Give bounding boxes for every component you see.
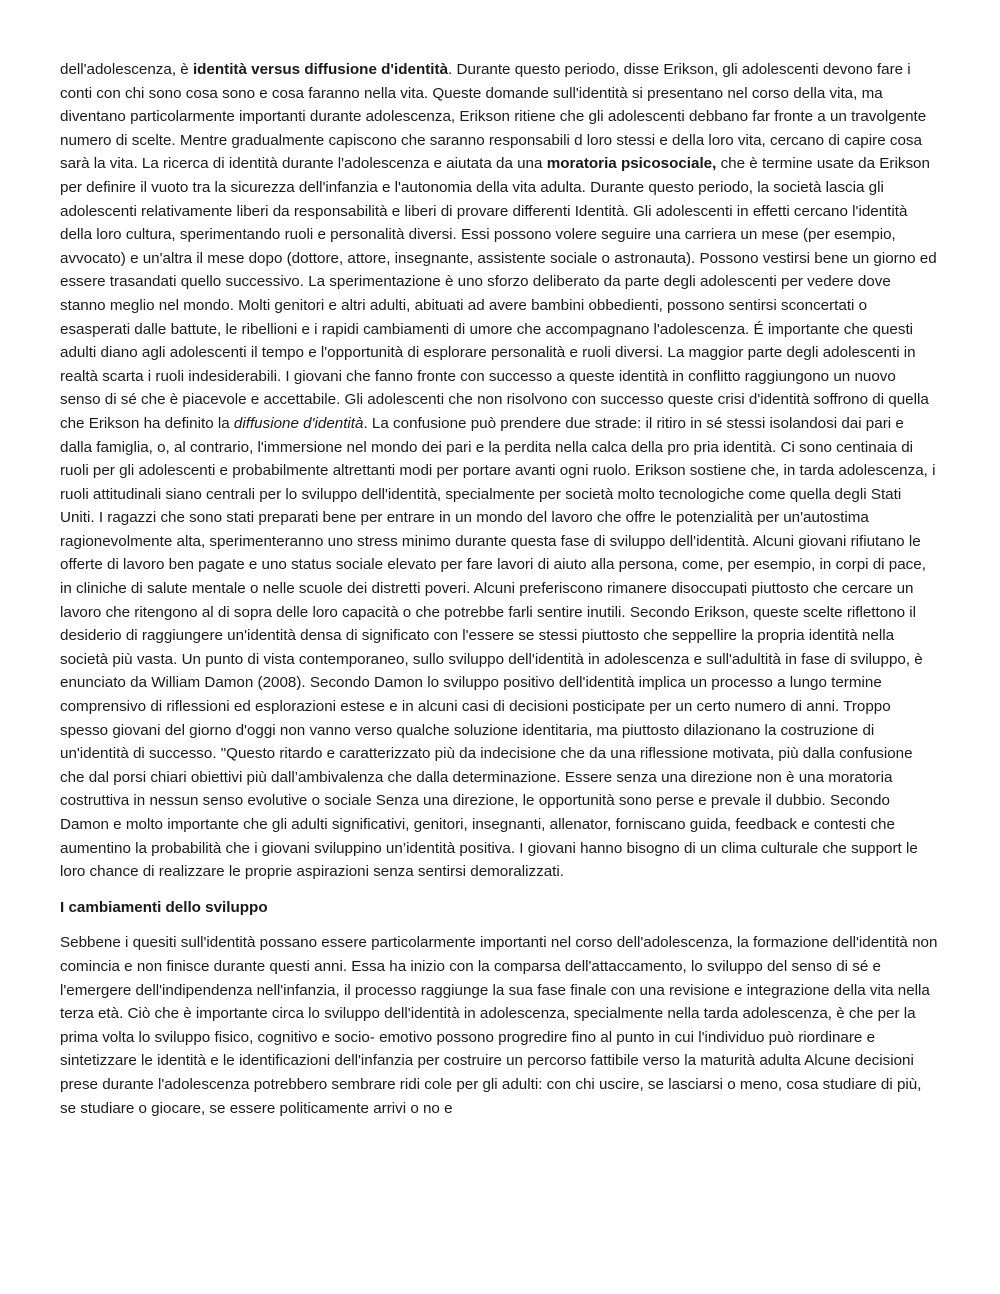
paragraph-1-text-3: che è termine usate da Erikson per definire il vuoto tra la sicurezza dell'infanzia e l'autonomia della vita adulta. Durante questo periodo, la società lascia gli adolescenti relativamente liberi da responsabilità e liberi di provare differenti Identità. Gli adolescenti in effetti cercano l'identità della loro cultura, sperimentando ruoli e personalità diversi. Essi possono volere seguire una carriera un mese (per esempio, avvocato) e un'altra il mese dopo (dottore, attore, insegnante, assistente sociale o astronauta). Possono vestirsi bene un giorno ed essere trasandati quello successivo. La sperimentazione è uno sforzo deliberato da parte degli adolescenti per vedere dove stanno meglio nel mondo. Molti genitori e altri adulti, abituati ad avere bambini obbedienti, possono sentirsi sconcertati o esasperati dalle battute, le ribellioni e i rapidi cambiamenti di umore che accompagnano l'adolescenza. É importante che questi adulti diano agli adolescenti il tempo e l'opportunità di esplorare personalità e ruoli diversi. La maggior parte degli adolescenti in realtà scarta i ruoli indesiderabili. I giovani che fanno fronte con successo a queste identità in conflitto raggiungono un nuovo senso di sé che è piacevole e accettabile. Gli adolescenti che non risolvono con successo queste crisi d'identità soffrono di quella che Erikson ha definito la: [60, 155, 937, 432]
section-heading: I cambiamenti dello sviluppo: [60, 898, 268, 916]
body-paragraph-2: Sebbene i quesiti sull'identità possano essere particolarmente importanti nel corso dell'adolescenza, la formazione dell'identità non comincia e non finisce durante questi anni. Essa ha inizio con la comparsa dell'attaccamento, lo sviluppo del senso di sé e l'emergere dell'indipendenza nell'infanzia, il processo raggiunge la sua fase finale con una revisione e integrazione della vita nella terza età. Ciò che è importante circa lo sviluppo dell'identità in adolescenza, specialmente nella tarda adolescenza, è che per la prima volta lo sviluppo fisico, cognitivo e socio- emotivo possono progredire fino al punto in cui l'individuo può riordinare e sintetizzare le identità e le identificazioni dell'infanzia per costruire un percorso fattibile verso la maturità adulta Alcune decisioni prese durante l'adolescenza potrebbero sembrare ridi cole per gli adulti: con chi uscire, se lasciarsi o meno, cosa studiare di più, se studiare o giocare, se essere politicamente arrivi o no e: [60, 934, 938, 1117]
body-paragraph-1: [60, 58, 940, 884]
term-identity-diffusion: diffusione d'identità: [233, 414, 364, 432]
term-identity-vs-diffusion: identità versus diffusione d'identità: [192, 61, 449, 78]
paragraph-1-text-1: dell'adolescenza, è: [60, 61, 193, 78]
paragraph-1-text-2: . Durante questo periodo, disse Erikson, gli adolescenti devono fare i conti con chi sono cosa sono e cosa faranno nella vita. Queste domande sull'identità si presentano nel corso della vita, ma diventano particolarmente importanti durante adolescenza, Erikson ritiene che gli adolescenti debbano far fronte a un travolgente numero di scelte. Mentre gradualmente capiscono che saranno responsabili d loro stessi e della loro vita, cercano di capire cosa sarà la vita. La ricerca di identità durante l'adolescenza e aiutata da una: [60, 61, 927, 173]
document-page: [60, 58, 940, 1132]
paragraph-1-text-4: . La confusione può prendere due strade: il ritiro in sé stessi isolandosi dai pari e dalla famiglia, o, al contrario, l'immersione nel mondo dei pari e la perdita nella calca della pro pria identità. Ci sono centinaia di ruoli per gli adolescenti e probabilmente altrettanti modi per portare avanti ogni ruolo. Erikson sostiene che, in tarda adolescenza, i ruoli attitudinali siano centrali per lo sviluppo dell'identità, specialmente per società molto tecnologiche come quella degli Stati Uniti. I ragazzi che sono stati preparati bene per entrare in un mondo del lavoro che offre le potenzialità per un'autostima ragionevolmente alta, sperimenteranno uno stress minimo durante questa fase di sviluppo dell'identità. Alcuni giovani rifiutano le offerte di lavoro ben pagate e uno status sociale elevato per fare lavori di aiuto alla persona, come, per esempio, in corpi di pace, in cliniche di salute mentale o nelle scuole dei distretti poveri. Alcuni preferiscono rimanere disoccupati piuttosto che cercare un lavoro che ritengono al di sopra delle loro capacità o che potrebbe farli sentire inutili. Secondo Erikson, queste scelte riflettono il desiderio di raggiungere un'identità densa di significato con l'essere se stessi piuttosto che seppellire la propria identità nella società più vasta. Un punto di vista contemporaneo, sullo sviluppo dell'identità in adolescenza e sull'adultità in fase di sviluppo, è enunciato da William Damon (2008). Secondo Damon lo sviluppo positivo dell'identità implica un processo a lungo termine comprensivo di riflessioni ed esplorazioni estese e in alcuni casi di decisioni posticipate per un certo numero di anni. Troppo spesso giovani del giorno d'oggi non vanno verso qualche soluzione identitaria, ma piuttosto dilazionano la costruzione di un'identità di successo. "Questo ritardo e caratterizzato più da indecisione che da una riflessione motivata, più dalla confusione che dal porsi chiari obiettivi più dall’ambivalenza che dalla determinazione. Essere senza una direzione non è una moratoria costruttiva in nessun senso evolutive o sociale Senza una direzione, le opportunità sono perse e prevale il dubbio. Secondo Damon e molto importante che gli adulti significativi, genitori, insegnanti, allenator, forniscano guida, feedback e contesti che aumentino la probabilità che i giovani sviluppino un’identità positiva. I giovani hanno bisogno di un clima culturale che support le loro chance di realizzare le proprie aspirazioni senza sentirsi demoralizzati.: [60, 414, 936, 881]
term-psychosocial-moratorium: moratoria psicosociale,: [546, 155, 717, 173]
